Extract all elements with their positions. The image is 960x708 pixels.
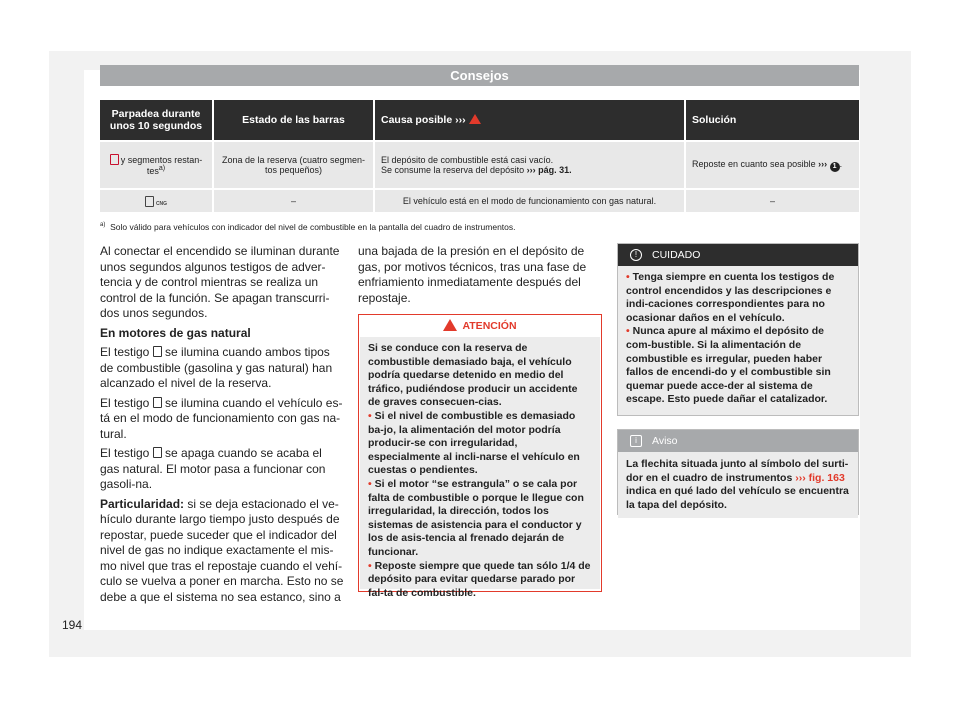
cng-icon: [153, 397, 162, 408]
subheading: En motores de gas natural: [100, 325, 251, 340]
cell-solution: –: [686, 188, 859, 212]
figure-ref-link[interactable]: fig. 163: [808, 471, 845, 484]
fuel-pump-cng-icon: [145, 196, 154, 207]
header-bar-state: Estado de las barras: [214, 100, 375, 140]
warning-triangle-icon: [469, 114, 481, 124]
chevron-ref-icon: ›››: [455, 114, 466, 126]
paragraph: El testigo se ilumina cuando el vehículo es-tá en el modo de funcionamiento con gas na-tural.: [100, 395, 343, 441]
text-column-middle: [358, 244, 602, 310]
warning-box-title: ATENCIÓN: [359, 315, 601, 337]
note-box-title: i Aviso: [618, 430, 858, 452]
fuel-pump-red-icon: [110, 154, 119, 165]
note-number-icon[interactable]: 1: [830, 162, 840, 172]
info-icon: i: [630, 435, 642, 447]
paragraph: Al conectar el encendido se iluminan durante unos segundos algunos testigos de adver-tencia y de control mientras se realiza un control de la función. Se apagan transcurri-dos unos segundos.: [100, 244, 340, 320]
page-ref-link[interactable]: pág. 31.: [538, 165, 572, 175]
list-item: • Si el nivel de combustible es demasiado ba-jo, la alimentación del motor podría producir-se con irregularidad, especialmente al incli-narse el vehículo en cuestas o pendientes.: [368, 409, 580, 477]
header-blinking: Parpadea durante unos 10 segundos: [100, 100, 214, 140]
caution-box-title: ! CUIDADO: [618, 244, 858, 266]
caution-box: [617, 243, 859, 416]
warning-box-body: Si se conduce con la reserva de combustible demasiado baja, el vehículo podría quedarse detenido en medio del tráfico, pudiéndose producir un accidente de graves consecuen-cias. • Si el nivel de combustible es demasiado ba-jo, la alimentación del motor podría producir-se con irregularidad, especialmente al incli-narse el vehículo en cuestas o pendientes. • Si el motor “se estrangula” o se cala por falta de combustible o porque le llegue con irregularidad, la dirección, todos los sistemas de asistencia para el conductor y los de asis-tencia al frenado dejarán de funcionar. • Reposte siempre que quede tan sólo 1/4 de depósito para evitar quedarse parado por fal-ta de combustible.: [360, 337, 600, 589]
caution-box-body: [618, 266, 858, 412]
page-number: 194: [62, 618, 83, 632]
cell-blinking: CNG: [100, 188, 214, 212]
note-box: [617, 429, 859, 515]
tips-table: [100, 100, 859, 212]
paragraph: una bajada de la presión en el depósito de gas, por motivos técnicos, tras una fase de enfriamiento inmediatamente después del repostaje.: [358, 244, 587, 305]
cng-icon: [153, 447, 162, 458]
note-box-body: La flechita situada junto al símbolo del surti-dor en el cuadro de instrumentos ››› fig. 163 indica en qué lado del vehículo se encuentra la tapa del depósito.: [618, 452, 858, 518]
list-item: • Si el motor “se estrangula” o se cala por falta de combustible o porque le llegue con irregularidad, la dirección, todos los sistemas de asistencia para el conductor y los de asis-tencia al frenado dejarán de funcionar.: [368, 477, 584, 558]
cell-cause: El depósito de combustible está casi vacío. Se consume la reserva del depósito ››› pág. 31.: [375, 140, 686, 188]
paragraph: Particularidad: si se deja estacionado el ve-hículo durante largo tiempo justo después de repostar, puede suceder que el indicador del nivel de gas no indique exactamente el mis-mo nivel que tras el repostaje cuando el vehí-culo se vuelva a poner en marcha. Esto no se debe a que el sistema no sea estanco, sino a: [100, 496, 344, 604]
table-row: [100, 188, 859, 212]
section-banner: Consejos: [100, 65, 859, 86]
header-cause: Causa posible ›››: [375, 100, 686, 140]
cell-solution: Reposte en cuanto sea posible ››› 1 .: [686, 140, 859, 188]
paragraph: El testigo se ilumina cuando ambos tipos de combustible (gasolina y gas natural) han alcanzado el nivel de la reserva.: [100, 345, 333, 390]
list-item: • Nunca apure al máximo el depósito de com-bustible. Si la alimentación de combustible es irregular, pueden haber fallos de encendi-do y el combustible sin quemar puede acce-der al sistema de escape. Esto puede dañar el catalizador.: [626, 325, 831, 406]
warning-box: [358, 314, 602, 599]
cell-bar-state: Zona de la reserva (cuatro segmen-tos pequeños): [214, 140, 375, 188]
text-column-left: [100, 244, 344, 609]
warning-triangle-icon: [443, 319, 457, 331]
list-item: • Tenga siempre en cuenta los testigos de control encendidos y las descripciones e indi-caciones correspondientes para no ocasionar daños en el vehículo.: [626, 271, 835, 324]
cell-cause: El vehículo está en el modo de funcionamiento con gas natural.: [375, 188, 686, 212]
header-solution: Solución: [686, 100, 859, 140]
exclamation-circle-icon: !: [630, 249, 642, 261]
table-row: [100, 140, 859, 188]
list-item: • Reposte siempre que quede tan sólo 1/4 de depósito para evitar quedarse parado por fal-ta de combustible.: [368, 559, 591, 599]
paragraph: El testigo se apaga cuando se acaba el gas natural. El motor pasa a funcionar con gasoli-na.: [100, 446, 326, 491]
cell-bar-state: –: [214, 188, 375, 212]
fuel-gauge-icon: [153, 346, 162, 357]
cell-blinking: y segmentos restan-tes$^{a)}$: [100, 140, 214, 188]
table-footnote: $^{a)}$ Solo válido para vehículos con indicador del nivel de combustible en la pantalla del cuadro de instrumentos.: [100, 222, 516, 232]
